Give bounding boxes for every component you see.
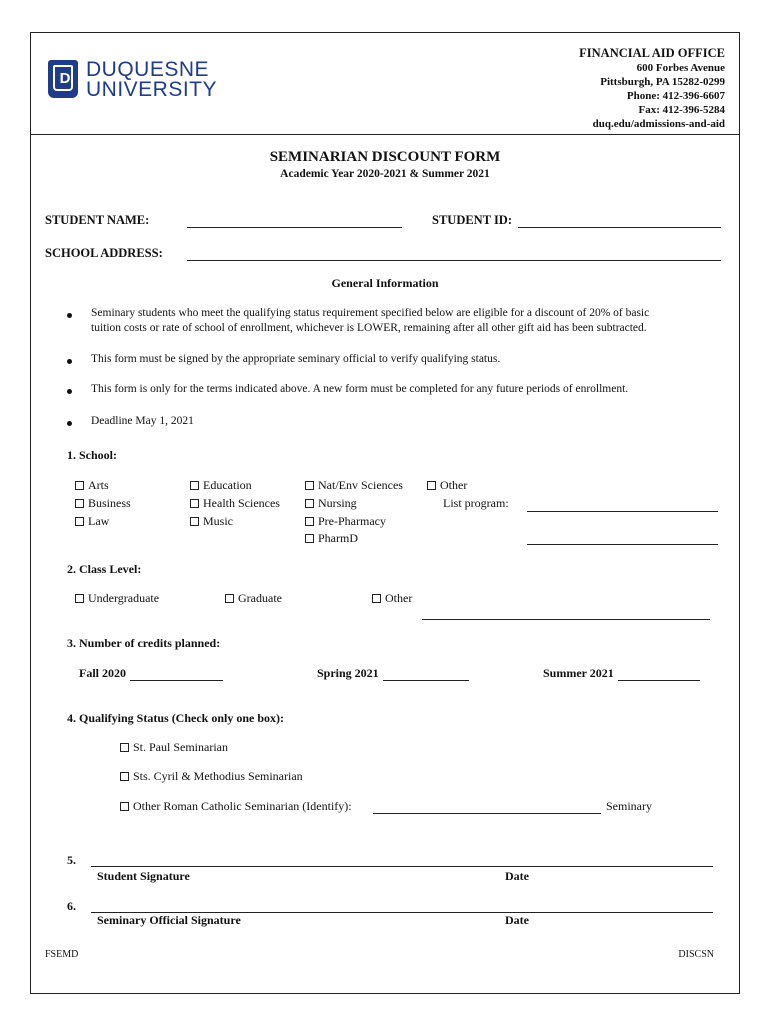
footer-code-right: DISCSN <box>678 949 714 960</box>
checkbox-icon[interactable] <box>120 743 129 752</box>
school-address-label: SCHOOL ADDRESS: <box>45 246 163 260</box>
info-bullet-4: Deadline May 1, 2021 <box>91 415 194 427</box>
signature-number-5: 5. <box>67 853 76 867</box>
checkbox-icon[interactable] <box>305 499 314 508</box>
info-bullet-2: This form must be signed by the appropriate seminary official to verify qualifying status. <box>91 353 501 365</box>
checkbox-icon[interactable] <box>225 594 234 603</box>
qualifying-option-other-roman-catholic[interactable]: Other Roman Catholic Seminarian (Identify): <box>120 799 352 814</box>
credits-summer-field[interactable] <box>618 680 700 681</box>
class-option-undergraduate[interactable]: Undergraduate <box>75 591 159 606</box>
checkbox-icon[interactable] <box>372 594 381 603</box>
checkbox-icon[interactable] <box>120 772 129 781</box>
office-street: 600 Forbes Avenue <box>636 62 725 74</box>
checkbox-icon[interactable] <box>190 517 199 526</box>
office-website: duq.edu/admissions-and-aid <box>592 118 725 130</box>
student-id-label: STUDENT ID: <box>432 213 512 227</box>
checkbox-icon[interactable] <box>75 499 84 508</box>
credits-fall-label: Fall 2020 <box>79 666 126 680</box>
checkbox-icon[interactable] <box>75 594 84 603</box>
office-name: FINANCIAL AID OFFICE <box>579 46 725 60</box>
general-info-heading: General Information <box>331 276 439 290</box>
bullet-icon <box>67 421 72 426</box>
school-option-education[interactable]: Education <box>190 478 252 493</box>
info-bullet-3: This form is only for the terms indicated above. A new form must be completed for any future periods of enrollment. <box>91 383 629 395</box>
qualifying-option-sts-cyril-methodius[interactable]: Sts. Cyril & Methodius Seminarian <box>120 769 303 784</box>
qualifying-option-st-paul[interactable]: St. Paul Seminarian <box>120 740 228 755</box>
student-name-field[interactable] <box>187 227 402 228</box>
signature-number-6: 6. <box>67 899 76 913</box>
student-name-label: STUDENT NAME: <box>45 213 150 227</box>
school-option-other[interactable]: Other <box>427 478 467 493</box>
credits-summer-label: Summer 2021 <box>543 666 614 680</box>
qualifying-seminary-suffix: Seminary <box>606 799 652 813</box>
school-option-nat-env-sciences[interactable]: Nat/Env Sciences <box>305 478 403 493</box>
official-signature-label: Seminary Official Signature <box>97 913 241 927</box>
credits-fall-field[interactable] <box>130 680 223 681</box>
checkbox-icon[interactable] <box>75 517 84 526</box>
header-divider <box>30 134 740 135</box>
school-option-nursing[interactable]: Nursing <box>305 496 357 511</box>
form-title: SEMINARIAN DISCOUNT FORM <box>269 149 501 165</box>
checkbox-icon[interactable] <box>190 499 199 508</box>
class-level-heading: 2. Class Level: <box>67 562 142 576</box>
footer-code-left: FSEMD <box>45 949 79 960</box>
info-bullet-1a: Seminary students who meet the qualifying status requirement specified below are eligible for a discount of 20% of basic <box>91 307 650 319</box>
school-option-health-sciences[interactable]: Health Sciences <box>190 496 280 511</box>
school-option-arts[interactable]: Arts <box>75 478 109 493</box>
office-fax: Fax: 412-396-5284 <box>638 104 725 116</box>
checkbox-icon[interactable] <box>427 481 436 490</box>
office-phone: Phone: 412-396-6607 <box>626 90 725 102</box>
list-program-field-1[interactable] <box>527 511 718 512</box>
list-program-label: List program: <box>443 496 509 510</box>
credits-heading: 3. Number of credits planned: <box>67 636 221 650</box>
credits-spring-label: Spring 2021 <box>317 666 379 680</box>
class-option-graduate[interactable]: Graduate <box>225 591 282 606</box>
form-subtitle: Academic Year 2020-2021 & Summer 2021 <box>280 168 490 180</box>
list-program-field-2[interactable] <box>527 544 718 545</box>
checkbox-icon[interactable] <box>75 481 84 490</box>
bullet-icon <box>67 313 72 318</box>
logo-text-university: UNIVERSITY <box>86 78 218 101</box>
student-id-field[interactable] <box>518 227 721 228</box>
checkbox-icon[interactable] <box>305 517 314 526</box>
bullet-icon <box>67 389 72 394</box>
student-date-label: Date <box>505 869 529 883</box>
office-city: Pittsburgh, PA 15282-0299 <box>600 76 725 88</box>
info-bullet-1b: tuition costs or rate of school of enrollment, whichever is LOWER, remaining after all other gift aid has been subtracted. <box>91 322 647 334</box>
student-signature-label: Student Signature <box>97 869 190 883</box>
checkbox-icon[interactable] <box>120 802 129 811</box>
school-option-music[interactable]: Music <box>190 514 233 529</box>
checkbox-icon[interactable] <box>190 481 199 490</box>
class-option-other[interactable]: Other <box>372 591 412 606</box>
school-heading: 1. School: <box>67 448 118 462</box>
school-option-pre-pharmacy[interactable]: Pre-Pharmacy <box>305 514 386 529</box>
checkbox-icon[interactable] <box>305 481 314 490</box>
school-option-law[interactable]: Law <box>75 514 109 529</box>
official-date-label: Date <box>505 913 529 927</box>
school-option-business[interactable]: Business <box>75 496 131 511</box>
bullet-icon <box>67 359 72 364</box>
class-other-field[interactable] <box>422 619 710 620</box>
school-address-field[interactable] <box>187 260 721 261</box>
logo-text-duquesne: DUQUESNE <box>86 58 210 81</box>
qualifying-identify-field[interactable] <box>373 813 601 814</box>
qualifying-heading: 4. Qualifying Status (Check only one box): <box>67 711 285 725</box>
credits-spring-field[interactable] <box>383 680 469 681</box>
checkbox-icon[interactable] <box>305 534 314 543</box>
school-option-pharmd[interactable]: PharmD <box>305 531 358 546</box>
university-shield-logo: D <box>48 60 78 98</box>
student-signature-line[interactable] <box>91 866 713 867</box>
